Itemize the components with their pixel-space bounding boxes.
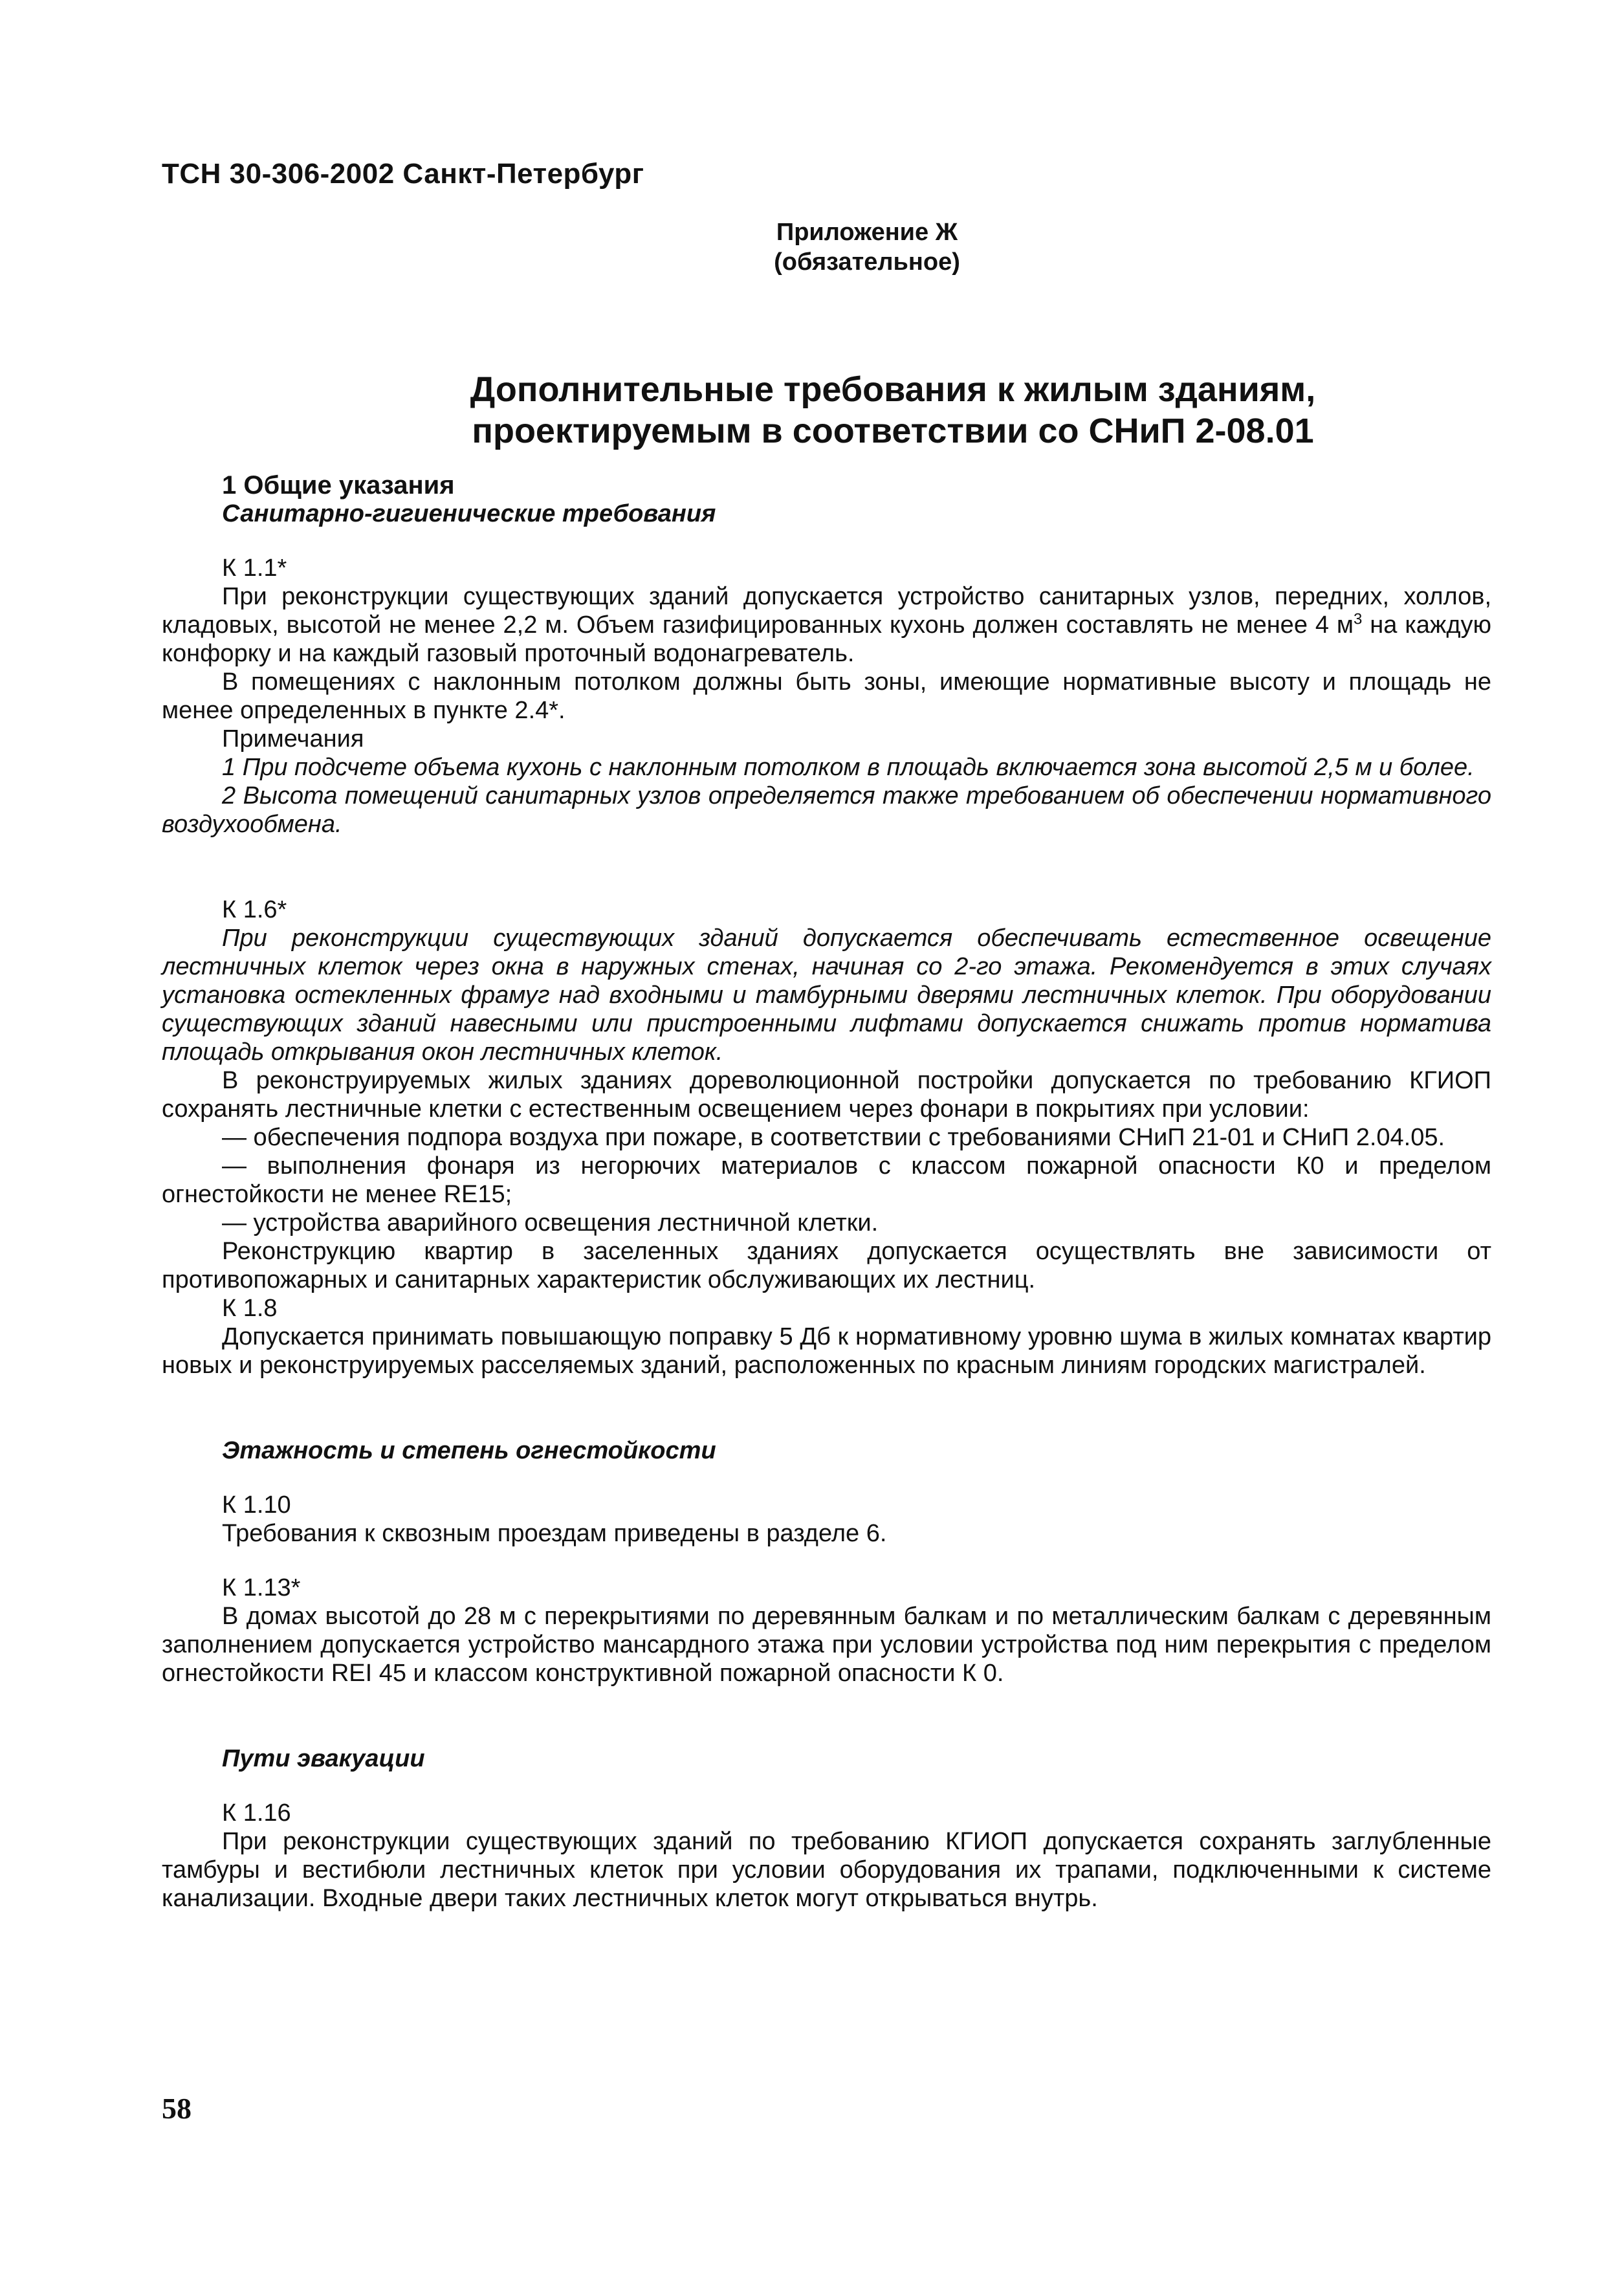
- clause-k1-6-paragraph-2: В реконструируемых жилых зданиях дореволюционной постройки допускается по требованию КГИОП сохранять лестничные клетки с естественным освещением через фонари в покрытиях при условии:: [162, 1067, 1491, 1123]
- condition-item-2: — выполнения фонаря из негорючих материалов с классом пожарной опасности К0 и пределом огнестойкости не менее RE15;: [162, 1152, 1491, 1208]
- appendix-heading: [0, 217, 1624, 277]
- title-line-1: Дополнительные требования к жилым зданиям,: [470, 370, 1316, 409]
- note-1: 1 При подсчете объема кухонь с наклонным потолком в площадь включается зона высотой 2,5 м и более.: [222, 754, 1475, 781]
- clause-k1-16-paragraph-1: При реконструкции существующих зданий по требованию КГИОП допускается сохранять заглубленные тамбуры и вестибюли лестничных клеток при условии оборудования их трапами, подключенными к системе канализации. Входные двери таких лестничных клеток могут открываться внутрь.: [162, 1828, 1491, 1912]
- note-2: 2 Высота помещений санитарных узлов определяется также требованием об обеспечении нормативного воздухообмена.: [162, 782, 1491, 838]
- clause-label-k1-13: К 1.13*: [222, 1574, 301, 1601]
- clause-k1-8-paragraph-1: Допускается принимать повышающую поправку 5 Дб к нормативному уровню шума в жилых комнатах квартир новых и реконструируемых расселяемых зданий, расположенных по красным линиям городских магистралей.: [162, 1323, 1491, 1379]
- clause-label-k1-6: К 1.6*: [222, 896, 287, 923]
- subsection-heading-sanitary: Санитарно-гигиенические требования: [222, 500, 716, 527]
- appendix-status: (обязательное): [774, 248, 960, 276]
- clause-k1-6-paragraph-3: Реконструкцию квартир в заселенных зданиях допускается осуществлять вне зависимости от противопожарных и санитарных характеристик обслуживающих их лестниц.: [162, 1238, 1491, 1293]
- subsection-heading-fire: Этажность и степень огнестойкости: [222, 1437, 716, 1464]
- k1-1-text-a: При реконструкции существующих зданий допускается устройство санитарных узлов, передних, холлов, кладовых, высотой не менее 2,2 м. Объем газифицированных кухонь должен составлять не менее 4 м: [162, 583, 1491, 639]
- page-number: 58: [162, 2092, 192, 2125]
- title-line-2: проектируемым в соответствии со СНиП 2-08.01: [472, 412, 1314, 450]
- document-body: [162, 471, 1491, 1913]
- clause-k1-10-paragraph-1: Требования к сквозным проездам приведены в разделе 6.: [222, 1520, 887, 1547]
- clause-label-k1-1: К 1.1*: [222, 555, 287, 582]
- notes-label: Примечания: [222, 725, 364, 753]
- page-title: [0, 369, 1624, 452]
- clause-label-k1-10: К 1.10: [222, 1491, 291, 1519]
- condition-item-1: — обеспечения подпора воздуха при пожаре, в соответствии с требованиями СНиП 21-01 и СНиП 2.04.05.: [222, 1124, 1445, 1151]
- clause-k1-13-paragraph-1: В домах высотой до 28 м с перекрытиями по деревянным балкам и по металлическим балкам с деревянным заполнением допускается устройство мансардного этажа при условии устройства под ним перекрытия с пределом огнестойкости REI 45 и классом конструктивной пожарной опасности К 0.: [162, 1603, 1491, 1687]
- appendix-label: Приложение Ж: [776, 219, 958, 246]
- k1-1-superscript: 3: [1354, 610, 1363, 628]
- condition-item-3: — устройства аварийного освещения лестничной клетки.: [222, 1209, 879, 1236]
- section-heading: 1 Общие указания: [222, 471, 455, 500]
- document-header: ТСН 30-306-2002 Санкт-Петербург: [162, 158, 644, 190]
- subsection-heading-evacuation: Пути эвакуации: [222, 1745, 425, 1772]
- clause-k1-1-paragraph-2: В помещениях с наклонным потолком должны быть зоны, имеющие нормативные высоту и площадь не менее определенных в пункте 2.4*.: [162, 668, 1491, 724]
- clause-label-k1-8: К 1.8: [222, 1295, 278, 1322]
- clause-k1-1-paragraph-1: [162, 582, 1491, 668]
- k1-1-text-b: на каждую конфорку и на каждый газовый проточный водонагреватель.: [162, 611, 1492, 667]
- clause-k1-6-paragraph-1: При реконструкции существующих зданий допускается обеспечивать естественное освещение лестничных клеток через окна в наружных стенах, начиная со 2-го этажа. Рекомендуется в этих случаях установка остекленных фрамуг над входными и тамбурными дверями лестничных клеток. При оборудовании существующих зданий навесными или пристроенными лифтами допускается снижать против норматива площадь открывания окон лестничных клеток.: [162, 925, 1491, 1066]
- clause-label-k1-16: К 1.16: [222, 1799, 291, 1827]
